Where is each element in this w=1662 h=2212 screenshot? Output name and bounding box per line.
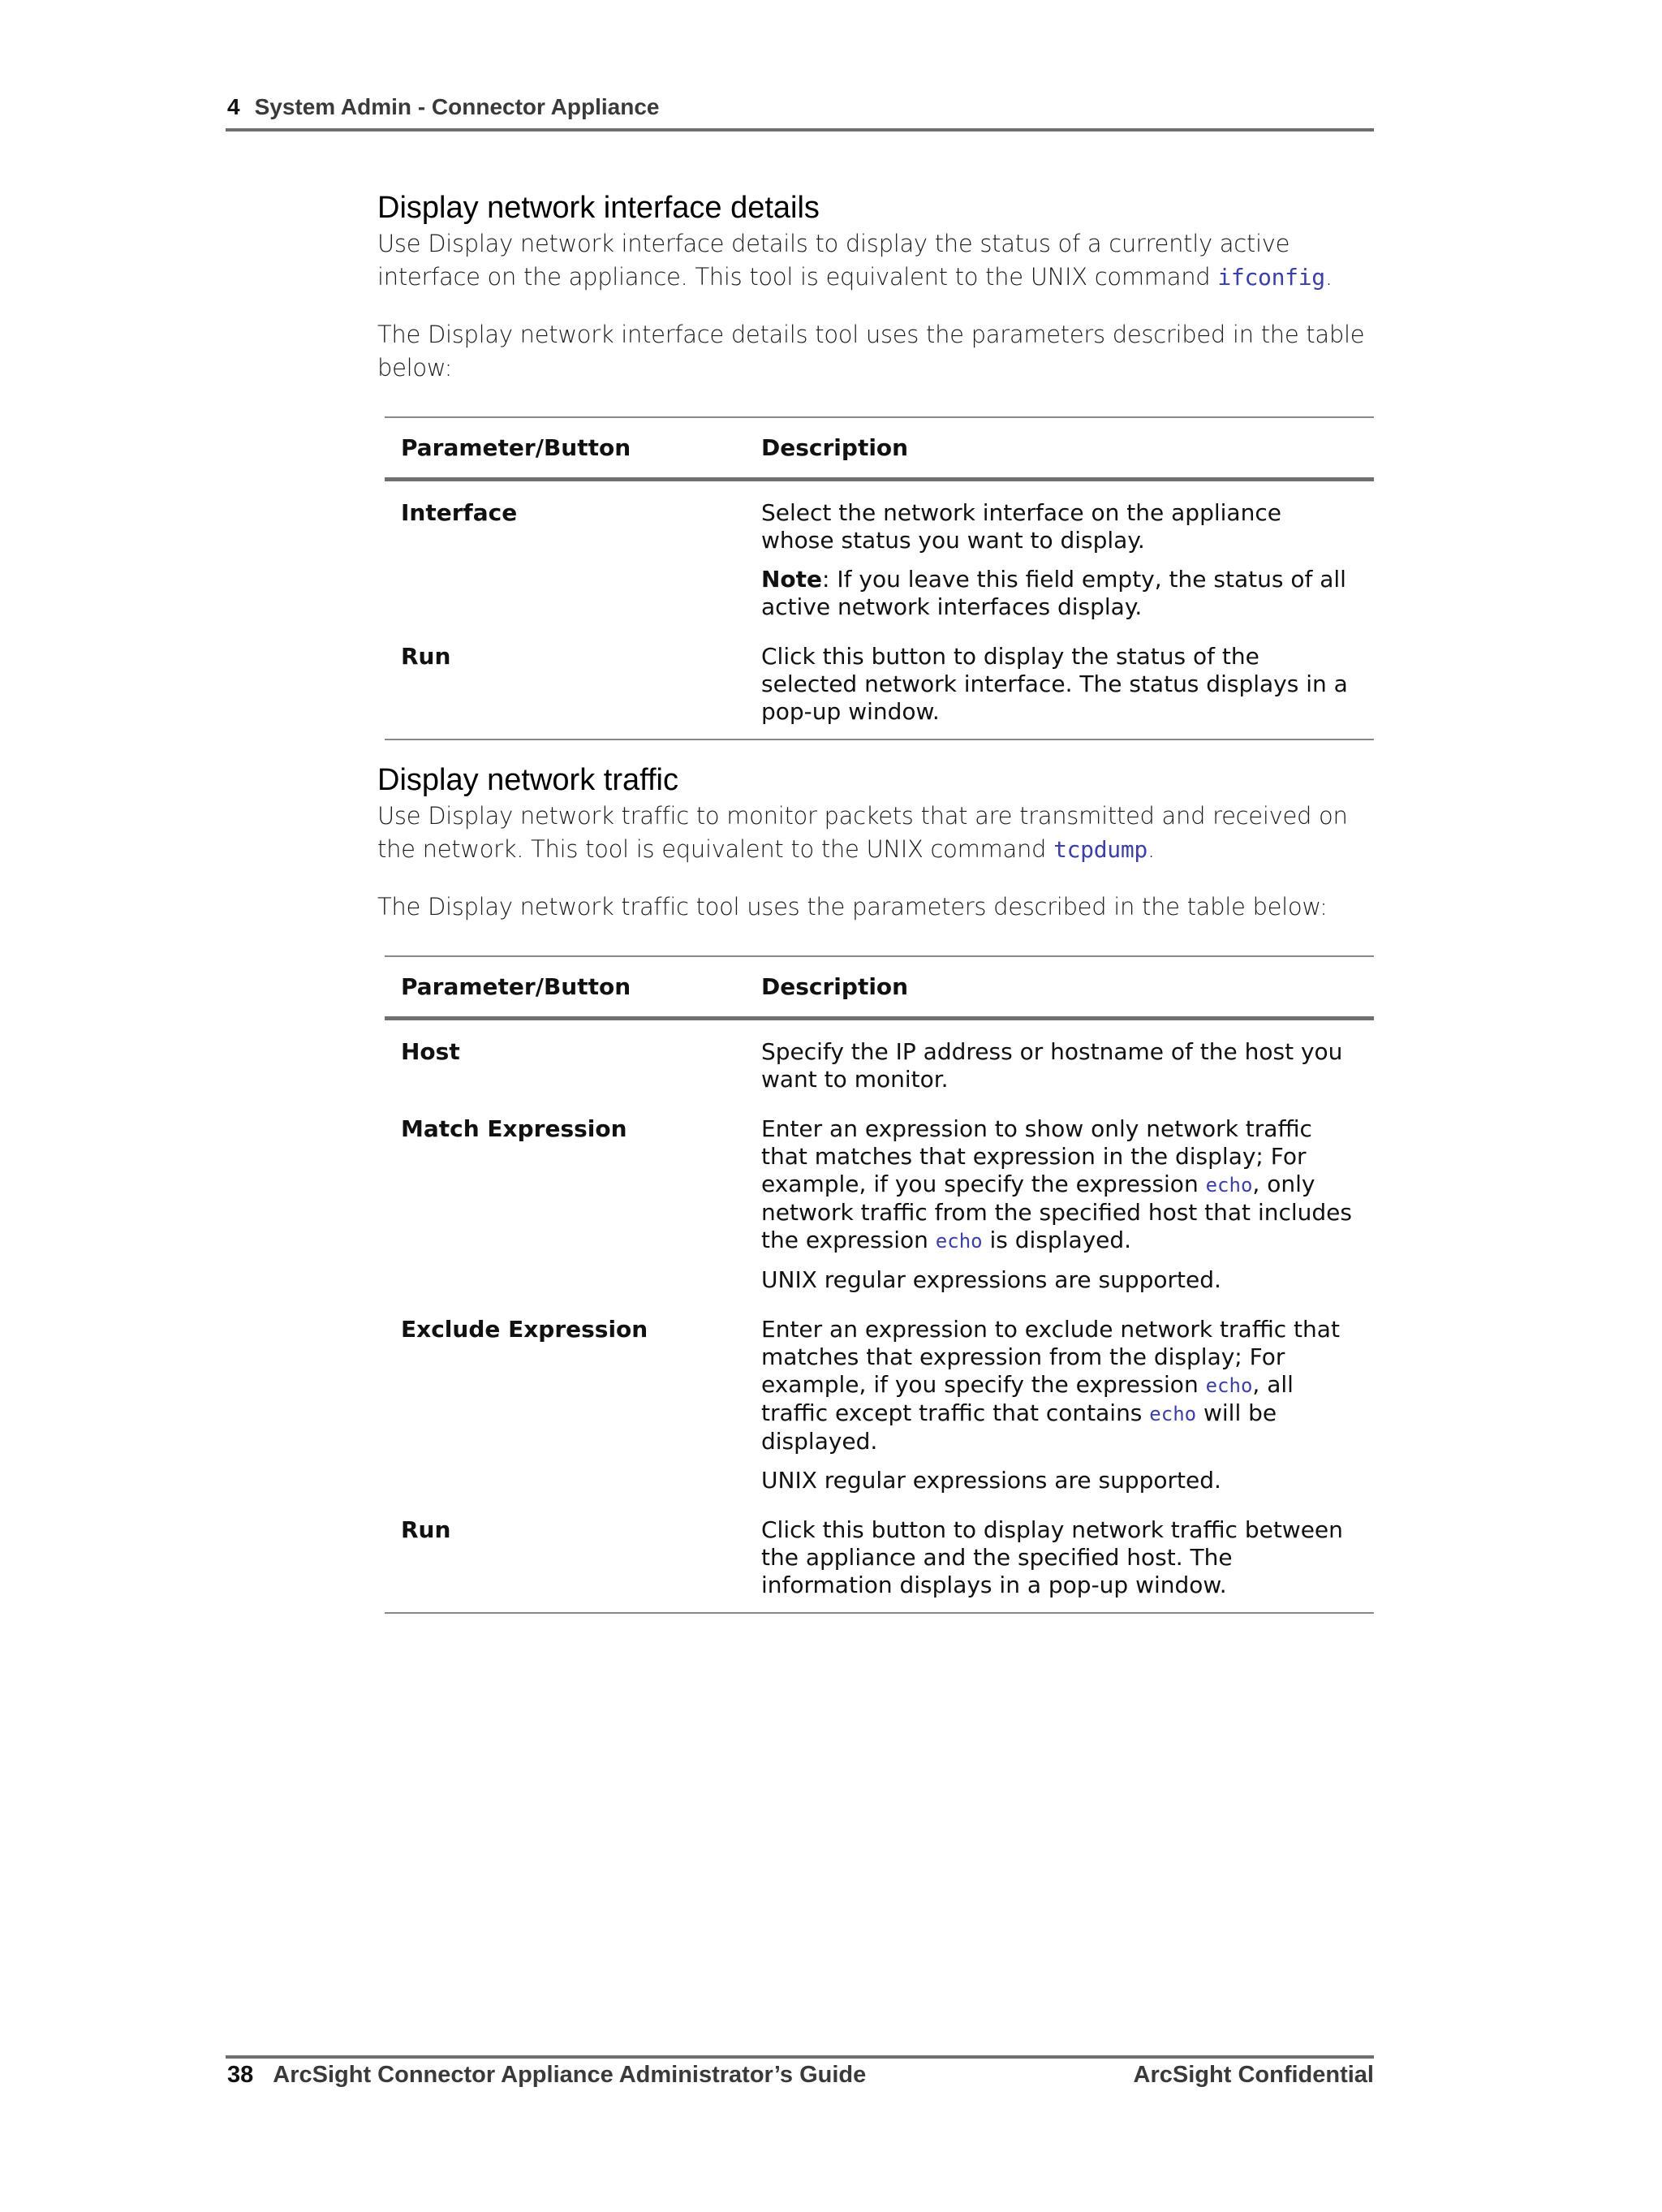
table-row (385, 1516, 1374, 1599)
param-description (761, 643, 1374, 726)
guide-title: ArcSight Connector Appliance Administrator’s Guide (273, 2062, 867, 2088)
param-name: Host (401, 1038, 460, 1065)
page-footer (227, 2062, 1374, 2089)
table-header-row (385, 957, 1374, 1016)
desc-text (761, 1316, 1358, 1455)
confidential-label: ArcSight Confidential (1133, 2062, 1374, 2088)
code-echo: echo (935, 1230, 983, 1253)
table-header-rule (385, 1016, 1374, 1020)
table-row (385, 499, 1374, 621)
intro-end: . (1147, 835, 1155, 863)
code-echo: echo (1205, 1174, 1253, 1197)
parameters-table-interface (385, 416, 1374, 740)
desc-text: Specify the IP address or hostname of the host you want to monitor. (761, 1038, 1343, 1093)
footer-rule (226, 2055, 1374, 2059)
note-text: : If you leave this field empty, the status of all active network interfaces display. (761, 566, 1346, 620)
column-header-description: Description (761, 434, 909, 461)
param-description (761, 1038, 1374, 1093)
desc-text (761, 1115, 1358, 1255)
column-header-parameter: Parameter/Button (401, 434, 631, 461)
table-row (385, 1038, 1374, 1093)
param-description (761, 1115, 1374, 1294)
desc-text: Click this button to display the status of the selected network interface. The status displays in a pop-up window. (761, 643, 1348, 725)
param-description (761, 1316, 1374, 1494)
table-row (385, 1115, 1374, 1294)
desc-text: Click this button to display network traffic between the appliance and the specified host. The information displays in a pop-up window. (761, 1516, 1343, 1598)
param-name: Run (401, 643, 451, 670)
parameters-table-traffic (385, 955, 1374, 1614)
intro-text: Use Display network interface details to display the status of a currently active interface on the appliance. This tool is equivalent to the UNIX command (377, 230, 1290, 291)
page-header (227, 94, 1374, 120)
table-header-rule (385, 477, 1374, 481)
note-label: Note (761, 566, 823, 593)
command-ifconfig: ifconfig (1217, 264, 1325, 291)
desc-part: , only network traffic from the specified host that includes the expression (761, 1171, 1352, 1253)
intro-end: . (1324, 263, 1333, 291)
column-header-description: Description (761, 973, 909, 1000)
code-echo: echo (1149, 1403, 1197, 1425)
desc-part: Enter an expression to exclude network traffic that matches that expression from the display; For example, if you specify the expression (761, 1316, 1340, 1398)
desc-part: will be displayed. (761, 1399, 1277, 1455)
section-title: Display network traffic (377, 763, 678, 797)
section-display-network-interface-details (377, 188, 1374, 385)
intro-text: Use Display network traffic to monitor packets that are transmitted and received on the network. This tool is equivalent to the UNIX command (377, 802, 1348, 863)
table-bottom-rule (385, 1612, 1374, 1614)
table-row (385, 1316, 1374, 1494)
param-description (761, 1516, 1374, 1599)
desc-part: , all traffic except traffic that contains (761, 1371, 1294, 1426)
code-echo: echo (1205, 1374, 1253, 1397)
table-intro: The Display network interface details tool uses the parameters described in the table below: (377, 321, 1365, 382)
note (761, 566, 1358, 621)
desc-part: is displayed. (982, 1227, 1132, 1253)
table-bottom-rule (385, 739, 1374, 740)
param-name: Interface (401, 499, 518, 526)
table-intro: The Display network traffic tool uses the parameters described in the table below: (377, 893, 1328, 921)
footer-left (227, 2062, 866, 2089)
chapter-title: System Admin - Connector Appliance (254, 94, 660, 119)
header-rule (226, 128, 1374, 132)
desc-part: Enter an expression to show only network traffic that matches that expression in the display; For example, if you specify the expression (761, 1115, 1312, 1197)
section-title: Display network interface details (377, 191, 820, 225)
command-tcpdump: tcpdump (1053, 836, 1147, 863)
table-header-row (385, 418, 1374, 477)
table-row (385, 643, 1374, 726)
desc-text: Select the network interface on the appliance whose status you want to display. (761, 499, 1281, 554)
param-name: Match Expression (401, 1115, 627, 1142)
section-intro (377, 227, 1374, 294)
desc-extra: UNIX regular expressions are supported. (761, 1266, 1221, 1293)
section-display-network-traffic (377, 761, 1374, 924)
desc-extra: UNIX regular expressions are supported. (761, 1467, 1221, 1494)
chapter-number: 4 (227, 94, 240, 119)
param-name: Exclude Expression (401, 1316, 648, 1343)
param-description (761, 499, 1374, 621)
page-number: 38 (227, 2062, 254, 2088)
column-header-parameter: Parameter/Button (401, 973, 631, 1000)
param-name: Run (401, 1516, 451, 1543)
section-intro (377, 800, 1374, 866)
